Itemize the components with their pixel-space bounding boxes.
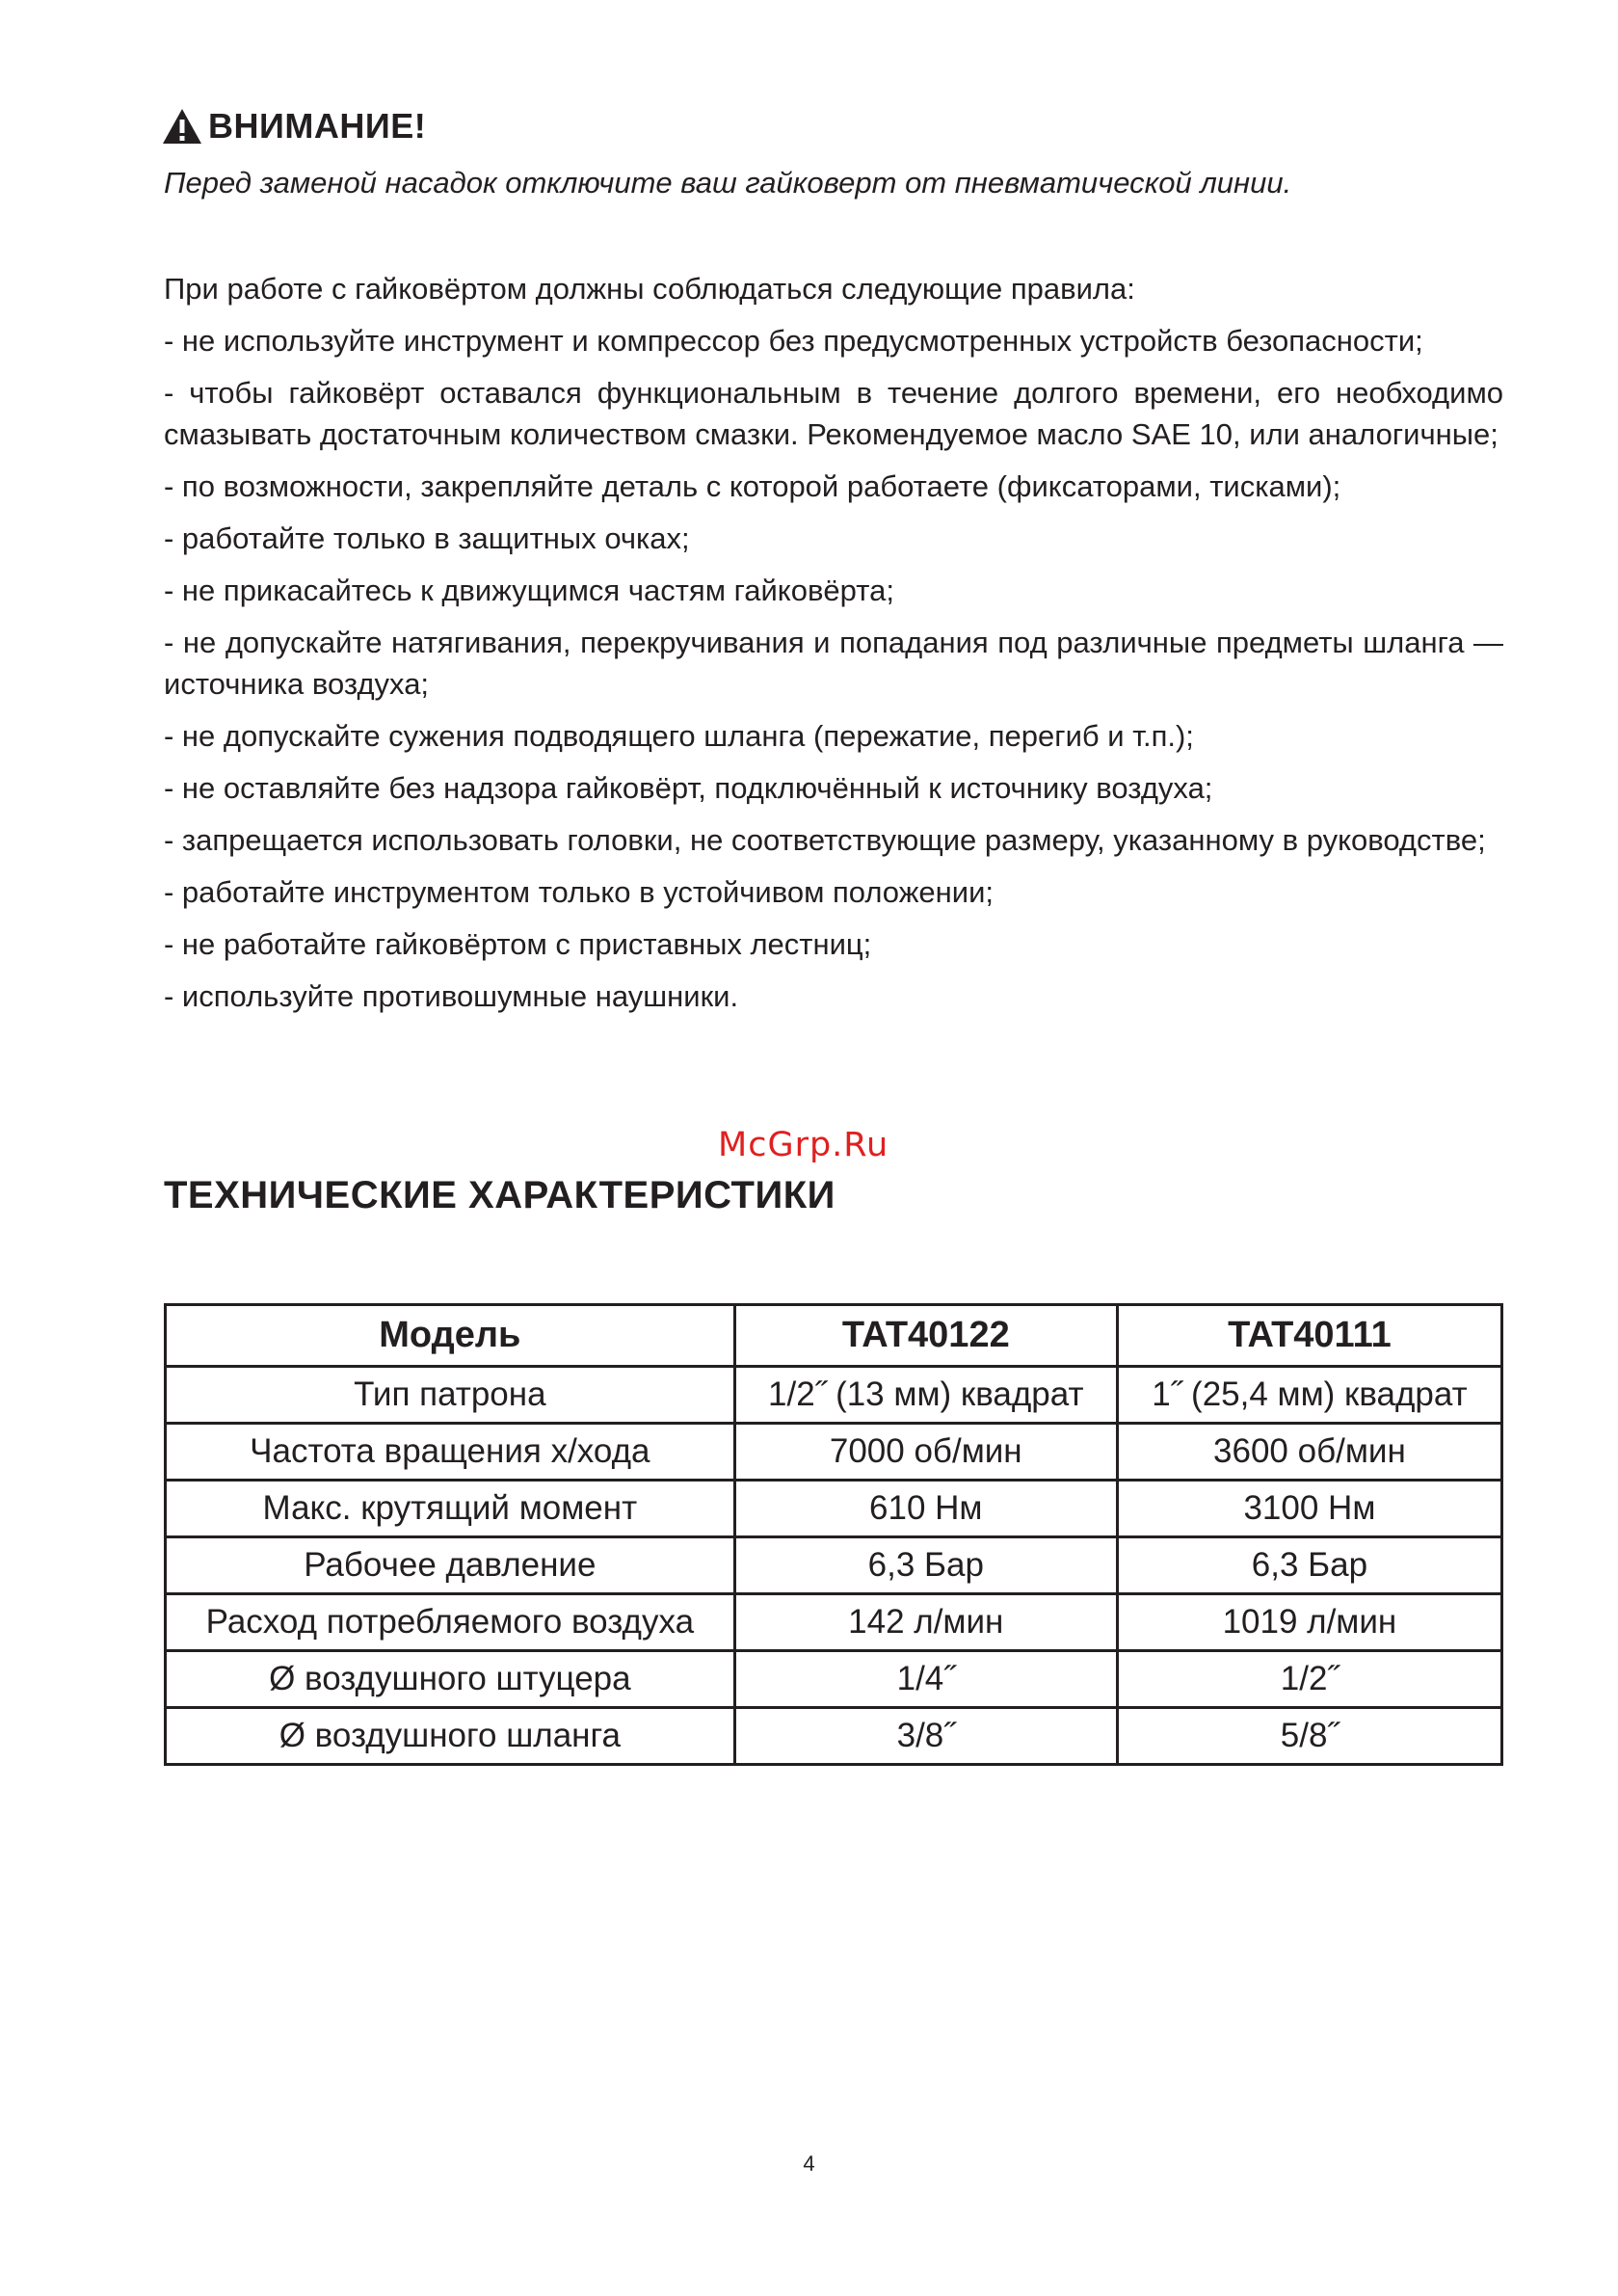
- column-header: TAT40122: [734, 1305, 1117, 1367]
- table-cell: Частота вращения х/хода: [166, 1424, 735, 1481]
- rule-item: - запрещается использовать головки, не соответствующие размеру, указанному в руководстве;: [164, 823, 1486, 857]
- table-cell: Ø воздушного шланга: [166, 1708, 735, 1765]
- warning-title: ВНИМАНИЕ!: [208, 106, 427, 146]
- table-row: [166, 1537, 1502, 1594]
- table-cell: 5/8˝: [1117, 1708, 1501, 1765]
- warning-heading: [162, 106, 426, 147]
- table-cell: 6,3 Бар: [734, 1537, 1117, 1594]
- spec-table: [164, 1303, 1503, 1766]
- table-cell: Тип патрона: [166, 1367, 735, 1424]
- rule-item: - не оставляйте без надзора гайковёрт, подключённый к источнику воздуха;: [164, 771, 1213, 805]
- rule-item: - не допускайте натягивания, перекручивания и попадания под различные предметы шланга — источника воздуха;: [164, 626, 1503, 701]
- table-cell: Рабочее давление: [166, 1537, 735, 1594]
- table-row: [166, 1651, 1502, 1708]
- rule-item: - чтобы гайковёрт оставался функциональным в течение долгого времени, его необходимо смазывать достаточным количеством смазки. Рекомендуемое масло SAE 10, или аналогичные;: [164, 376, 1503, 451]
- rules-intro: При работе с гайковёртом должны соблюдаться следующие правила:: [164, 272, 1135, 306]
- table-cell: 6,3 Бар: [1117, 1537, 1501, 1594]
- table-cell: 3100 Нм: [1117, 1481, 1501, 1537]
- rule-item: - не прикасайтесь к движущимся частям гайковёрта;: [164, 574, 894, 607]
- section-title: ТЕХНИЧЕСКИЕ ХАРАКТЕРИСТИКИ: [164, 1174, 836, 1216]
- page-number: 4: [803, 2151, 815, 2176]
- table-cell: 7000 об/мин: [734, 1424, 1117, 1481]
- column-header: Модель: [166, 1305, 735, 1367]
- table-cell: 1/2˝ (13 мм) квадрат: [734, 1367, 1117, 1424]
- rule-item: - по возможности, закрепляйте деталь с которой работаете (фиксаторами, тисками);: [164, 469, 1341, 503]
- table-row: [166, 1367, 1502, 1424]
- rule-item: - используйте противошумные наушники.: [164, 979, 739, 1013]
- rule-item: - не допускайте сужения подводящего шланга (пережатие, перегиб и т.п.);: [164, 719, 1194, 753]
- table-row: [166, 1481, 1502, 1537]
- rule-item: - не используйте инструмент и компрессор без предусмотренных устройств безопасности;: [164, 324, 1423, 358]
- table-cell: 1/4˝: [734, 1651, 1117, 1708]
- table-cell: Ø воздушного штуцера: [166, 1651, 735, 1708]
- table-cell: Макс. крутящий момент: [166, 1481, 735, 1537]
- column-header: TAT40111: [1117, 1305, 1501, 1367]
- table-cell: 1019 л/мин: [1117, 1594, 1501, 1651]
- rule-item: - работайте только в защитных очках;: [164, 521, 690, 555]
- watermark: McGrp.Ru: [718, 1126, 889, 1164]
- table-cell: 1/2˝: [1117, 1651, 1501, 1708]
- table-row: [166, 1594, 1502, 1651]
- table-header-row: [166, 1305, 1502, 1367]
- warning-text: Перед заменой насадок отключите ваш гайковерт от пневматической линии.: [164, 166, 1292, 200]
- table-cell: Расход потребляемого воздуха: [166, 1594, 735, 1651]
- table-cell: 3/8˝: [734, 1708, 1117, 1765]
- table-cell: 142 л/мин: [734, 1594, 1117, 1651]
- table-cell: 3600 об/мин: [1117, 1424, 1501, 1481]
- rules-list: [164, 268, 1503, 1028]
- table-cell: 1˝ (25,4 мм) квадрат: [1117, 1367, 1501, 1424]
- table-row: [166, 1708, 1502, 1765]
- rule-item: - работайте инструментом только в устойчивом положении;: [164, 875, 995, 909]
- warning-triangle-icon: [162, 108, 202, 145]
- table-cell: 610 Нм: [734, 1481, 1117, 1537]
- rule-item: - не работайте гайковёртом с приставных лестниц;: [164, 927, 872, 961]
- table-row: [166, 1424, 1502, 1481]
